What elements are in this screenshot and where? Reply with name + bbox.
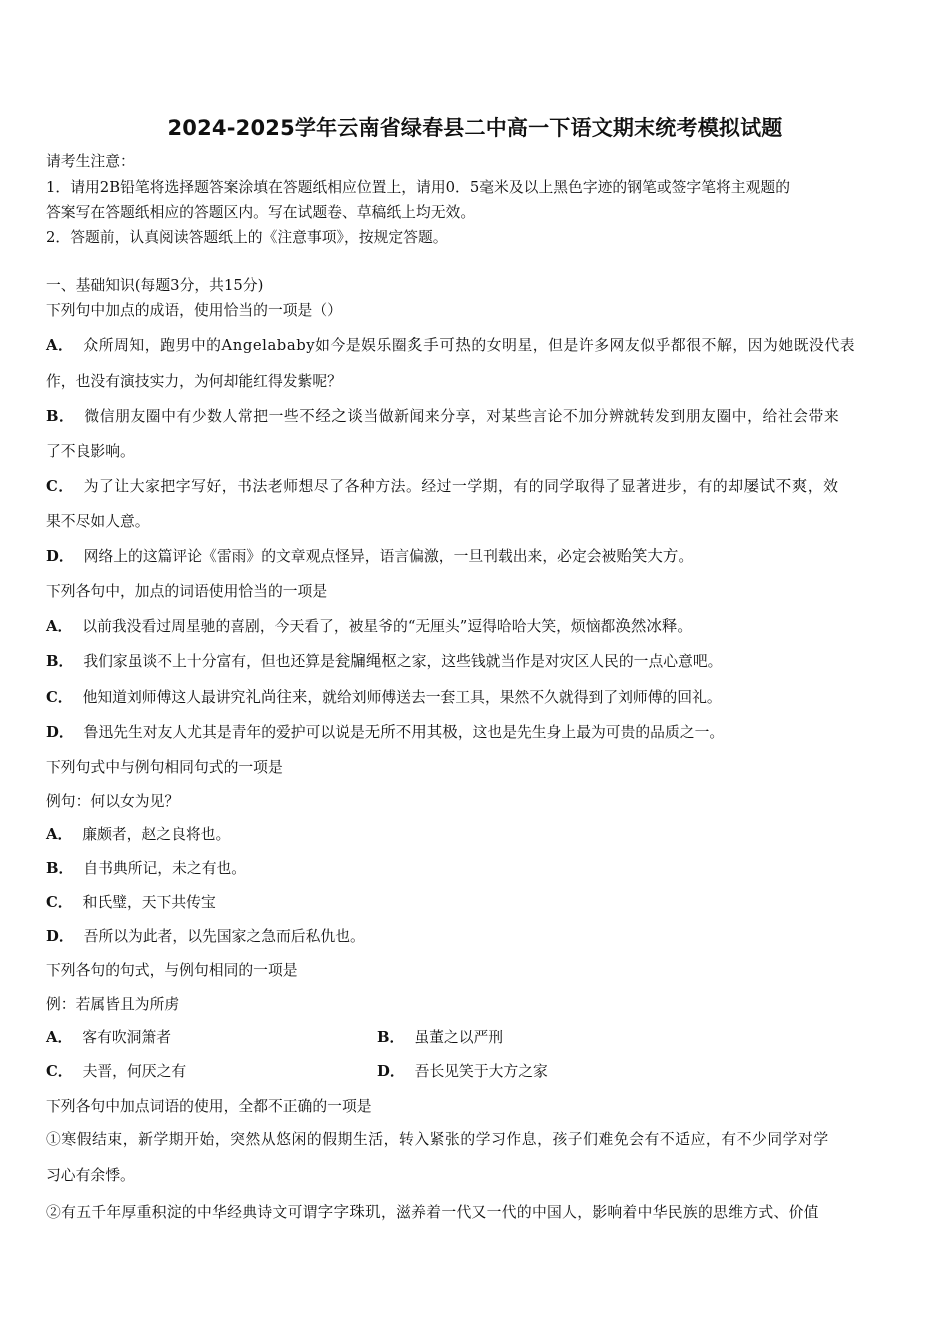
notice-item-1-line-2: 答案写在答题纸相应的答题区内。写在试题卷、草稿纸上均无效。 bbox=[46, 204, 476, 221]
notice-item-1-line-1: 1．请用2B铅笔将选择题答案涂填在答题纸相应位置上，请用0．5毫米及以上黑色字迹的钢笔或签字笔将主观题的 bbox=[46, 179, 790, 196]
option-label: A． bbox=[46, 337, 74, 354]
emphasized-idiom: 瓮牖绳枢 bbox=[334, 652, 397, 670]
q1-option-c-line-2: 果不尽如人意。 bbox=[46, 513, 150, 530]
option-text: 的女明星，但是许多网友似乎都很不解，因为她既没代表 bbox=[471, 337, 856, 354]
section-heading: 一、基础知识(每题3分，共15分) bbox=[46, 277, 264, 294]
question-2-stem: 下列各句中，加点的词语使用恰当的一项是 bbox=[46, 583, 328, 600]
option-text: 和氏璧，天下共传宝 bbox=[82, 894, 216, 911]
question-3-stem: 下列句式中与例句相同句式的一项是 bbox=[46, 759, 283, 776]
option-label: D． bbox=[46, 928, 74, 945]
option-text: 他知道刘师傅这人最讲究 bbox=[82, 689, 246, 706]
option-label: D． bbox=[46, 548, 74, 565]
question-5-stem: 下列各句中加点词语的使用，全都不正确的一项是 bbox=[46, 1098, 372, 1115]
option-text: 微信朋友圈中有少数人常把一些 bbox=[84, 408, 300, 425]
option-text: 自书典所记，未之有也。 bbox=[83, 860, 247, 877]
q2-option-a bbox=[46, 616, 692, 637]
option-text: 吾长见笑于大方之家 bbox=[414, 1063, 548, 1080]
q3-option-d bbox=[46, 927, 365, 947]
question-1-stem: 下列句中加点的成语，使用恰当的一项是（） bbox=[46, 302, 342, 319]
option-text: 为了让大家把字写好，书法老师想尽了各种方法。经过一学期，有的同学取得了显著进步，有的却 bbox=[83, 478, 744, 495]
q5-sentence-1-line-2: 习心有余悸。 bbox=[46, 1167, 135, 1184]
option-label: C． bbox=[46, 1063, 73, 1080]
q3-option-a bbox=[46, 825, 230, 845]
option-label: A． bbox=[46, 1029, 73, 1046]
option-label: B． bbox=[46, 653, 74, 670]
option-label: D． bbox=[46, 724, 74, 741]
option-text: 以前我没看过周星驰的喜剧，今天看了，被星爷的“无厘头”逗得哈哈大笑，烦恼都 bbox=[82, 618, 616, 635]
option-text: ，就给刘师傅送去一套工具，果然不久就得到了刘师傅的回礼。 bbox=[307, 689, 722, 706]
page-title: 2024-2025学年云南省绿春县二中高一下语文期末统考模拟试题 bbox=[167, 116, 783, 140]
q2-option-d bbox=[46, 722, 724, 743]
sentence-text: 寒假结束，新学期开始，突然从悠闲的假期生活，转入紧张的学习作息，孩子们难免会有不适应，有不少同学对学 bbox=[61, 1131, 829, 1148]
q3-option-c bbox=[46, 893, 216, 913]
option-label: A． bbox=[46, 826, 73, 843]
emphasized-idiom: 炙手可热 bbox=[407, 336, 472, 354]
option-label: C． bbox=[46, 689, 73, 706]
q1-option-c-line-1 bbox=[46, 476, 839, 497]
q2-option-c bbox=[46, 687, 722, 708]
q4-option-b bbox=[377, 1028, 503, 1048]
emphasized-idiom: 屡试不爽 bbox=[743, 477, 808, 495]
q4-example: 例：若属皆且为所虏 bbox=[46, 996, 180, 1013]
option-text: 当做新闻来分享，对某些言论不加分辨就转发到朋友圈中，给社会带来 bbox=[363, 408, 840, 425]
option-label: A． bbox=[46, 618, 73, 635]
option-text: 之家，这些钱就当作是对灾区人民的一点心意吧。 bbox=[396, 653, 723, 670]
option-text: 。 bbox=[678, 548, 694, 565]
q1-option-a-line-2: 作，也没有演技实力，为何却能红得发紫呢？ bbox=[46, 373, 342, 390]
q1-option-b-line-1 bbox=[46, 406, 839, 427]
option-label: C． bbox=[46, 478, 74, 495]
q1-option-d bbox=[46, 546, 693, 567]
q1-option-b-line-2: 了不良影响。 bbox=[46, 443, 135, 460]
option-label: B． bbox=[46, 408, 75, 425]
q1-option-a-line-1 bbox=[46, 335, 855, 356]
sentence-text: 有五千年厚重积淀的中华经典诗文可谓 bbox=[61, 1204, 318, 1221]
q5-sentence-2-line-1 bbox=[46, 1202, 819, 1223]
q4-option-d bbox=[377, 1062, 548, 1082]
q5-sentence-1-line-1 bbox=[46, 1130, 829, 1150]
emphasized-idiom: 涣然冰释 bbox=[615, 617, 678, 635]
q3-option-b bbox=[46, 859, 246, 879]
option-text: 。 bbox=[677, 618, 693, 635]
sentence-text: ，滋养着一代又一代的中国人，影响着中华民族的思维方式、价值 bbox=[380, 1204, 819, 1221]
q4-option-a bbox=[46, 1028, 171, 1048]
option-text: 我们家虽谈不上十分富有，但也还算是 bbox=[83, 653, 335, 670]
notice-heading: 请考生注意： bbox=[46, 153, 135, 170]
emphasized-idiom: 不经之谈 bbox=[299, 407, 364, 425]
option-text: 网络上的这篇评论《雷雨》的文章观点怪异，语言偏激，一旦刊载出来，必定会被 bbox=[83, 548, 617, 565]
emphasized-idiom: 无所不用其极 bbox=[364, 723, 458, 741]
q2-option-b bbox=[46, 651, 722, 672]
emphasized-idiom: 贻笑大方 bbox=[616, 547, 679, 565]
emphasized-idiom: 字字珠玑 bbox=[317, 1203, 381, 1221]
sentence-number: ① bbox=[46, 1131, 62, 1148]
option-text: 夫晋，何厌之有 bbox=[82, 1063, 187, 1080]
option-label: B． bbox=[46, 860, 74, 877]
option-label: C． bbox=[46, 894, 73, 911]
option-text: 虽董之以严刑 bbox=[414, 1029, 504, 1046]
option-text: 吾所以为此者，以先国家之急而后私仇也。 bbox=[83, 928, 365, 945]
option-text: 鲁迅先生对友人尤其是青年的爱护可以说是 bbox=[83, 724, 365, 741]
question-4-stem: 下列各句的句式，与例句相同的一项是 bbox=[46, 962, 298, 979]
emphasized-idiom: 礼尚往来 bbox=[245, 688, 308, 706]
option-text: ，这也是先生身上最为可贵的品质之一。 bbox=[457, 724, 725, 741]
sentence-number: ② bbox=[46, 1204, 62, 1221]
option-label: B． bbox=[377, 1029, 405, 1046]
notice-item-2: 2．答题前，认真阅读答题纸上的《注意事项》，按规定答题。 bbox=[46, 229, 448, 246]
option-text: 众所周知，跑男中的Angelababy如今是娱乐圈 bbox=[83, 337, 408, 354]
q4-option-c bbox=[46, 1062, 186, 1082]
option-text: 廉颇者，赵之良将也。 bbox=[82, 826, 231, 843]
q3-example: 例句：何以女为见？ bbox=[46, 793, 180, 810]
option-text: 客有吹洞箫者 bbox=[82, 1029, 172, 1046]
option-label: D． bbox=[377, 1063, 405, 1080]
option-text: ，效 bbox=[807, 478, 839, 495]
